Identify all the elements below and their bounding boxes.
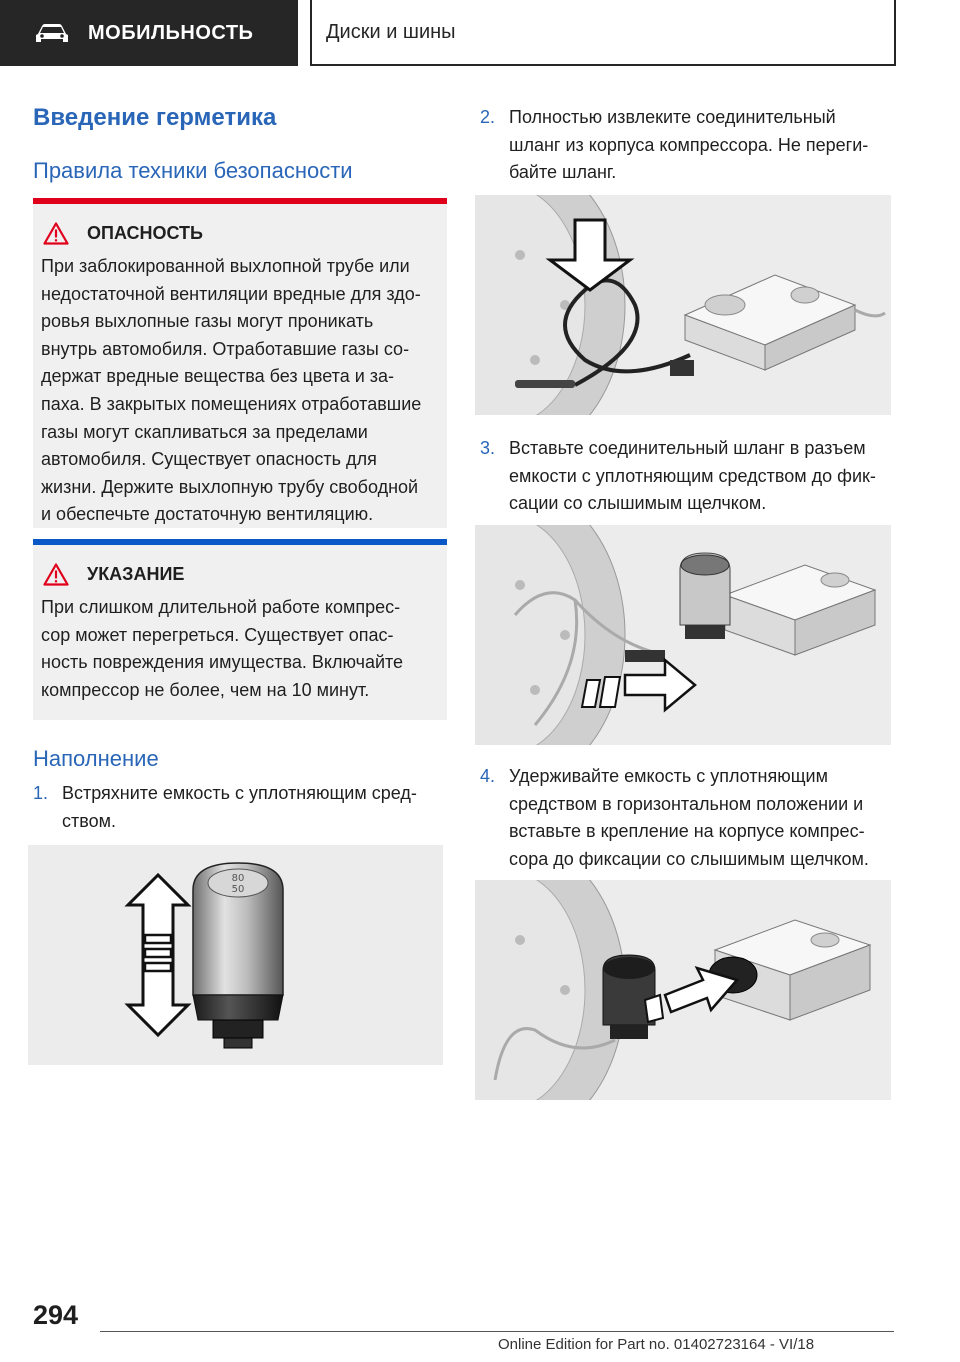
step-number: 2. xyxy=(480,107,496,127)
step-number: 3. xyxy=(480,438,496,458)
danger-label: ОПАСНОСТЬ xyxy=(87,223,203,243)
step-4: 4. Удерживайте емкость с уплотняющим средством в горизонтальном положении и вставьте в крепление на корпусе компрес- сора до фиксации со слышимым щелчком. xyxy=(480,763,900,873)
figure-insert-bottle xyxy=(475,880,891,1100)
notice-label: УКАЗАНИЕ xyxy=(87,564,185,584)
figure-connect-hose xyxy=(475,525,891,745)
chapter-title: Диски и шины xyxy=(310,0,896,66)
danger-box xyxy=(33,198,447,528)
warning-triangle-icon xyxy=(43,563,69,586)
step-3: 3. Вставьте соединительный шланг в разъем емкости с уплотняющим средством до фик- сации со слышимым щелчком. xyxy=(480,435,900,518)
footer-edition: Online Edition for Part no. 01402723164 - VI/18 xyxy=(498,1336,815,1353)
warning-triangle-icon xyxy=(43,222,69,245)
danger-text: При заблокированной выхлопной трубе или недостаточной вентиляции вредные для здо- ровья выхлопные газы могут проникать внутрь автомобиля. Отработавшие газы со- держат вредные вещества без цвета и за- паха. В закрытых помещениях отработавшие газы могут скапливаться за пределами автомобиля. Существует опасность для жизни. Держите выхлопную трубу свободной и обеспечьте достаточную вентиляцию. xyxy=(41,256,422,525)
insert-bottle-illustration xyxy=(475,880,891,1100)
shake-bottle-illustration xyxy=(28,845,443,1065)
figure-shake-bottle xyxy=(28,845,443,1065)
step-2: 2. Полностью извлеките соединительный шланг из корпуса компрессора. Не переги- байте шланг. xyxy=(480,104,900,187)
notice-text: При слишком длительной работе компрес- сор может перегреться. Существует опас- ность повреждения имущества. Включайте компрессор не более, чем на 10 минут. xyxy=(41,597,404,700)
filling-heading: Наполнение xyxy=(33,746,159,771)
bottle-label-top: 80 xyxy=(231,873,245,884)
step-number: 4. xyxy=(480,766,496,786)
bottle-label-bottom: 50 xyxy=(231,884,245,895)
section-subtitle: Правила техники безопасности xyxy=(33,158,353,183)
step-1: 1. Встряхните емкость с уплотняющим сред- ством. xyxy=(33,780,453,835)
section-tab[interactable] xyxy=(0,0,298,66)
section-label: МОБИЛЬНОСТЬ xyxy=(88,21,254,44)
footer-divider xyxy=(100,1331,894,1332)
step-number: 1. xyxy=(33,783,49,803)
notice-box xyxy=(33,539,447,720)
connect-hose-illustration xyxy=(475,525,891,745)
figure-pull-hose xyxy=(475,195,891,415)
page-number: 294 xyxy=(33,1300,79,1330)
page-title: Введение герметика xyxy=(33,104,277,131)
car-icon xyxy=(34,22,70,44)
pull-hose-illustration xyxy=(475,195,891,415)
